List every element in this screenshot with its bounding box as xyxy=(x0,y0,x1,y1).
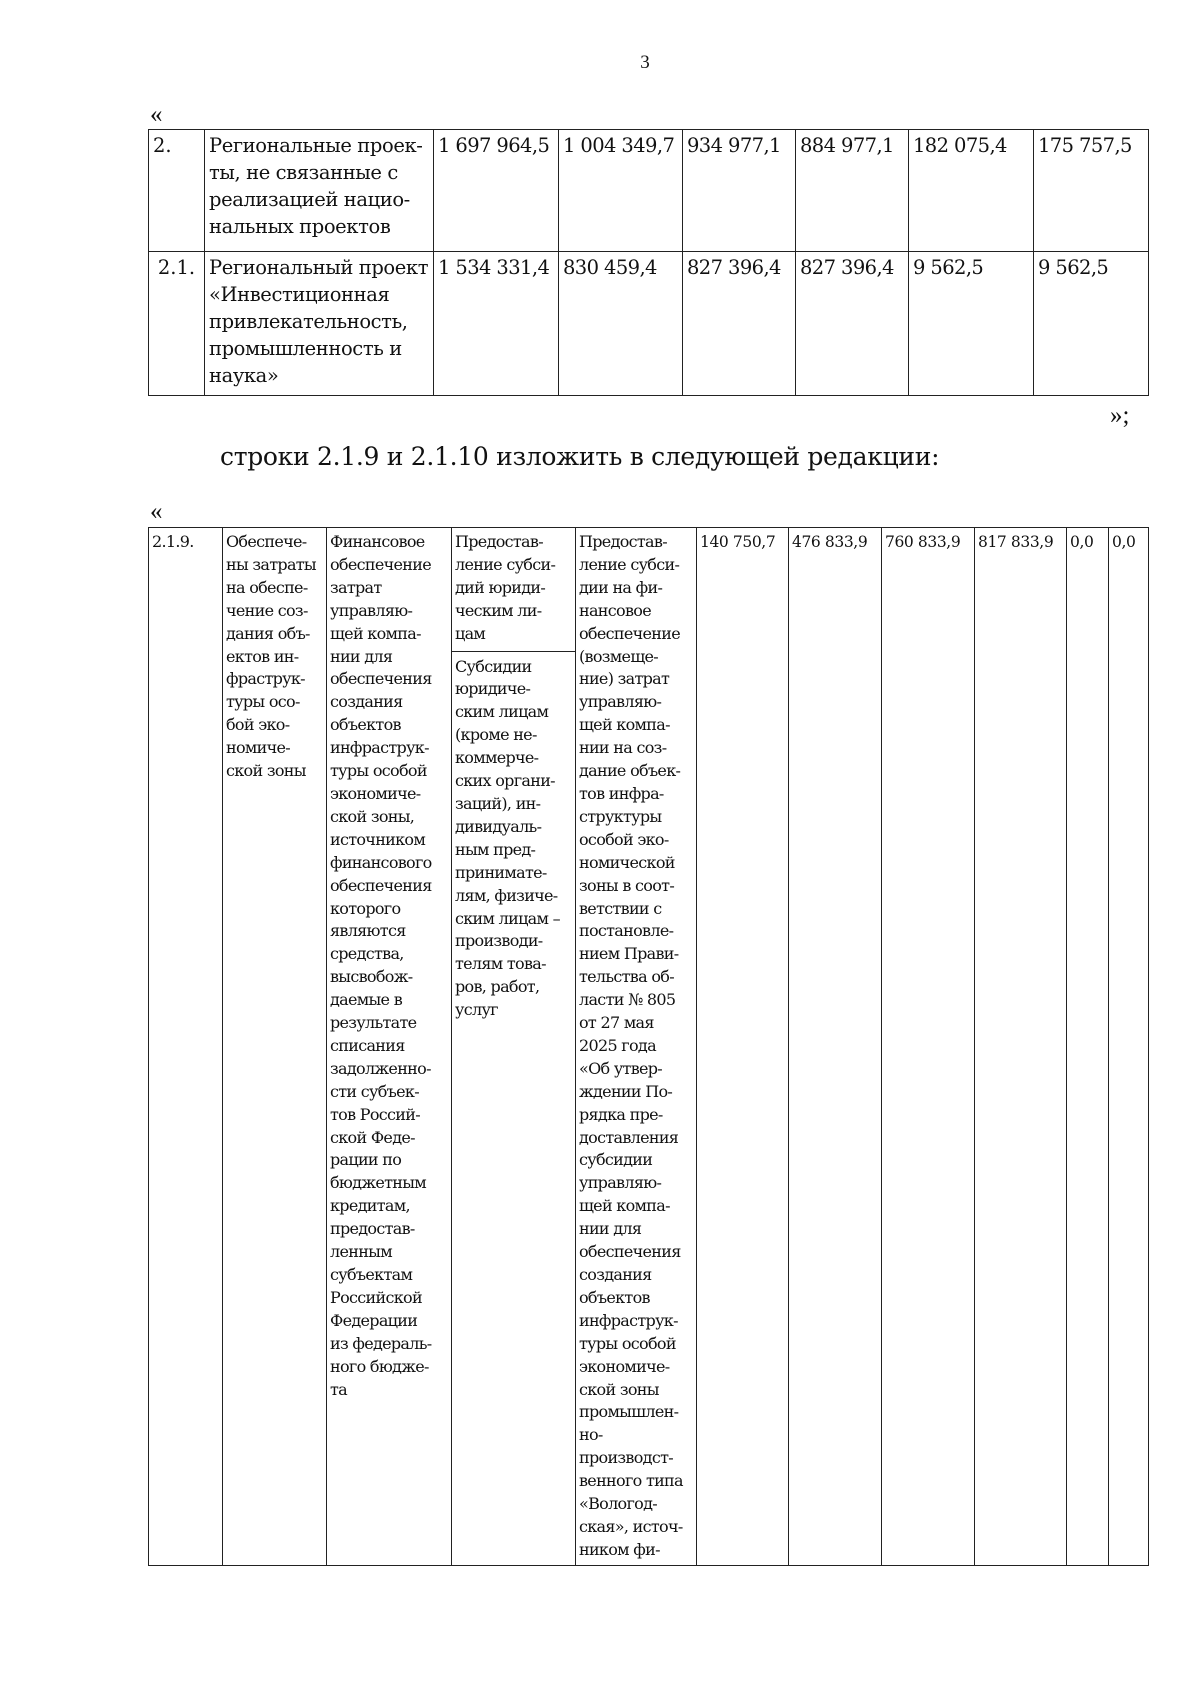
value-cell: 1 534 331,4 xyxy=(434,252,559,396)
instruction-heading: строки 2.1.9 и 2.1.10 изложить в следующей редакции: xyxy=(220,442,940,471)
value-cell: 9 562,5 xyxy=(909,252,1034,396)
type-cell-bottom: Субсидии юридиче- ским лицам (кроме не- коммерче- ских органи- заций), ин- дивидуаль- ным пред- принимате- лям, физиче- ским лицам – производи- телям това- ров, работ, услуг xyxy=(455,656,560,1020)
value-cell: 1 004 349,7 xyxy=(559,130,683,252)
close-quote: »; xyxy=(1110,402,1130,429)
value-cell: 175 757,5 xyxy=(1034,130,1149,252)
value-cell: 827 396,4 xyxy=(683,252,796,396)
type-cell-top: Предостав- ление субси- дий юриди- ческим ли- цам xyxy=(452,528,575,652)
open-quote: « xyxy=(150,101,163,128)
page-number: 3 xyxy=(640,52,650,73)
description-cell: Предостав- ление субси- дии на фи- нансовое обеспечение (возмеще- ние) затрат управляю- щей компа- нии на соз- дание объек- тов инфра- структуры особой эко- номической зоны в соот- ветствии с постановле- нием Прави- тельства об- ласти № 805 от 27 мая 2025 года «Об утвер- ждении По- рядка пре- доставления субсидии управляю- щей компа- нии для обеспечения создания объектов инфраструк- туры особой экономиче- ской зоны промышлен- но- производст- венного типа «Вологод- ская», источ- ником фи- xyxy=(576,528,697,1566)
value-cell: 1 697 964,5 xyxy=(434,130,559,252)
value-cell: 760 833,9 xyxy=(882,528,975,1566)
value-cell: 0,0 xyxy=(1109,528,1149,1566)
row-number: 2. xyxy=(149,130,205,252)
row-number: 2.1. xyxy=(149,252,205,396)
value-cell: 830 459,4 xyxy=(559,252,683,396)
row-number: 2.1.9. xyxy=(149,528,223,1566)
type-cell xyxy=(452,528,576,1566)
value-cell: 827 396,4 xyxy=(796,252,909,396)
row-name: Региональный проект «Инвестиционная привлекательность, промышленность и наука» xyxy=(205,252,434,396)
budget-table-top xyxy=(148,129,1149,396)
value-cell: 817 833,9 xyxy=(975,528,1067,1566)
value-cell: 884 977,1 xyxy=(796,130,909,252)
table-row xyxy=(149,130,1149,252)
value-cell: 140 750,7 xyxy=(697,528,789,1566)
event-cell: Финансовое обеспечение затрат управляю- щей компа- нии для обеспечения создания объектов инфраструк- туры особой экономиче- ской зоны, источником финансового обеспечения которого являются средства, высвобож- даемые в результате списания задолженно- сти субъек- тов Россий- ской Феде- рации по бюджетным кредитам, предостав- ленным субъектам Российской Федерации из федераль- ного бюдже- та xyxy=(327,528,452,1566)
value-cell: 9 562,5 xyxy=(1034,252,1149,396)
value-cell: 182 075,4 xyxy=(909,130,1034,252)
open-quote: « xyxy=(150,498,163,525)
result-cell: Обеспече- ны затраты на обеспе- чение соз- дания объ- ектов ин- фраструк- туры осо- бой эко- номиче- ской зоны xyxy=(223,528,327,1566)
value-cell: 934 977,1 xyxy=(683,130,796,252)
table-row xyxy=(149,528,1149,1566)
value-cell: 476 833,9 xyxy=(789,528,882,1566)
row-name: Региональные проек- ты, не связанные с реализацией нацио- нальных проектов xyxy=(205,130,434,252)
value-cell: 0,0 xyxy=(1067,528,1109,1566)
table-row xyxy=(149,252,1149,396)
budget-table-bottom xyxy=(148,527,1149,1566)
